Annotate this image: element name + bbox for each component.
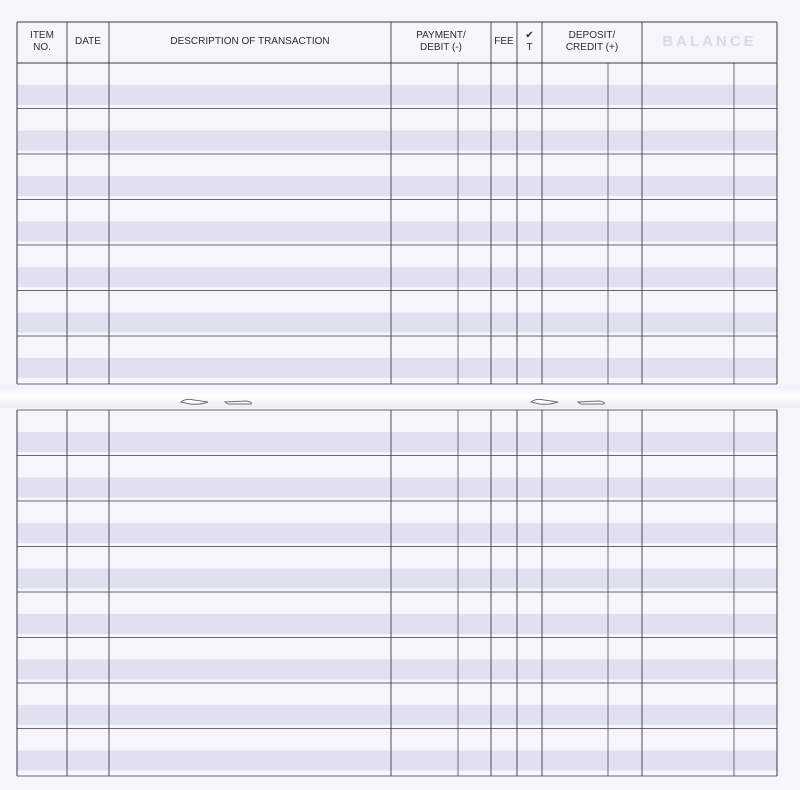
header-deposit-credit: DEPOSIT/ CREDIT (+) xyxy=(565,30,619,53)
shaded-band xyxy=(17,267,777,287)
staple-icon xyxy=(577,393,607,401)
shaded-band xyxy=(17,523,777,543)
shaded-band xyxy=(17,432,777,452)
shaded-band xyxy=(17,751,777,771)
header-check-t: ✔ T xyxy=(525,30,534,53)
header-fee: FEE xyxy=(494,36,514,47)
page-fold xyxy=(0,386,800,408)
shaded-band xyxy=(17,131,777,151)
shaded-band xyxy=(17,222,777,242)
shaded-band xyxy=(17,660,777,680)
header-payment-debit: PAYMENT/ DEBIT (-) xyxy=(416,30,466,53)
header-item-no: ITEM NO. xyxy=(30,30,54,53)
header-description: DESCRIPTION OF TRANSACTION xyxy=(170,36,330,47)
staple-icon xyxy=(530,393,560,401)
register-bottom-grid xyxy=(17,410,777,776)
shaded-band xyxy=(17,358,777,378)
shaded-band xyxy=(17,478,777,498)
shaded-band xyxy=(17,569,777,589)
staple-icon xyxy=(180,393,210,401)
register-top-grid xyxy=(17,22,777,384)
header-date: DATE xyxy=(75,36,101,47)
staple-icon xyxy=(224,393,254,401)
shaded-band xyxy=(17,313,777,333)
shaded-band xyxy=(17,176,777,196)
shaded-band xyxy=(17,85,777,105)
register-top-section xyxy=(17,22,777,384)
register-bottom-section xyxy=(17,410,777,776)
header-balance: BALANCE xyxy=(662,33,757,50)
shaded-band xyxy=(17,614,777,634)
shaded-band xyxy=(17,705,777,725)
